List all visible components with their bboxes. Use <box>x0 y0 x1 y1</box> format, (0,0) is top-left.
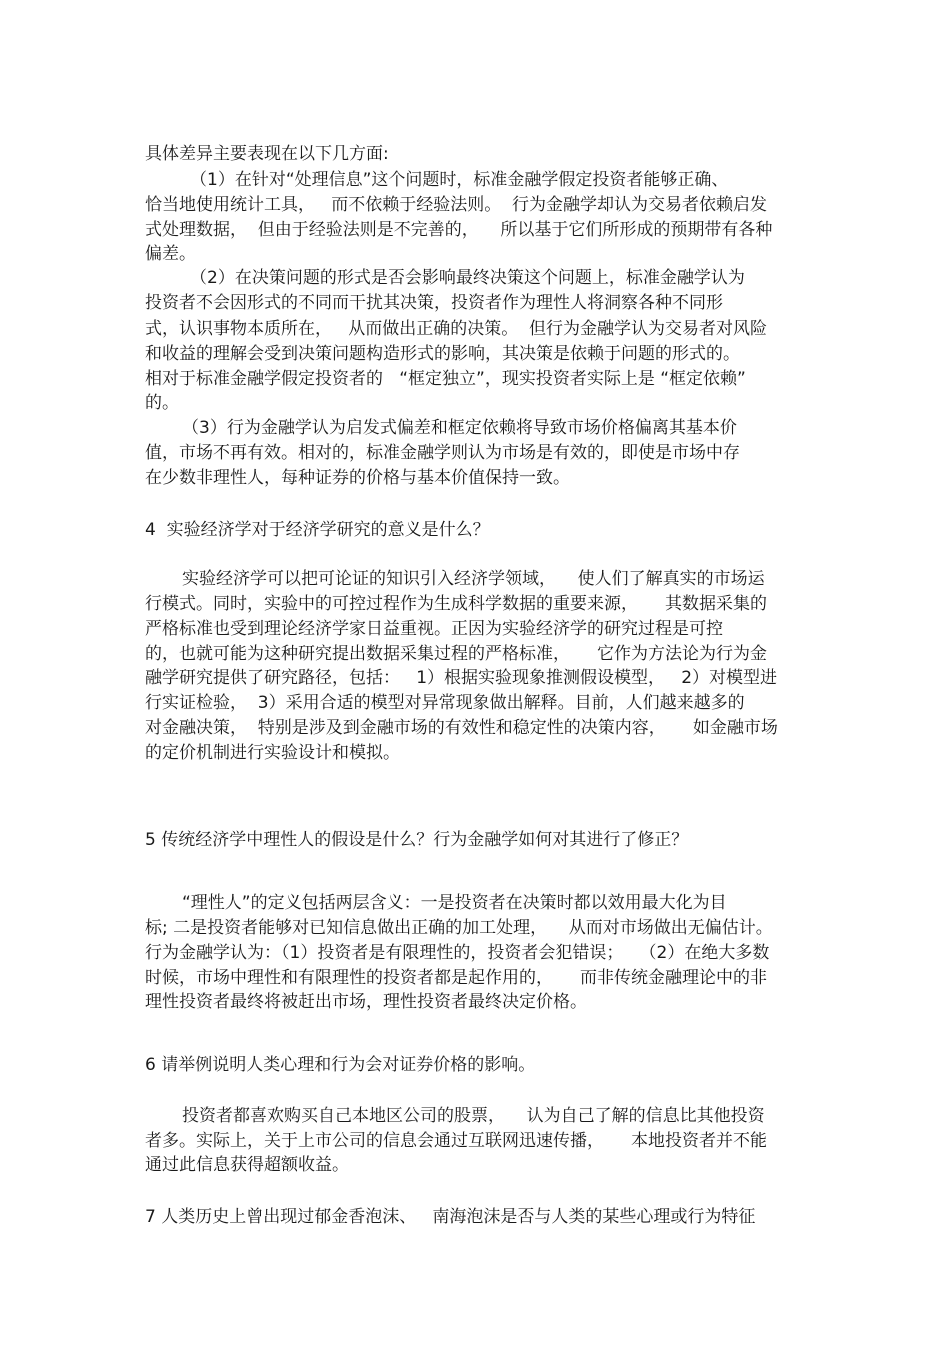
text-line: 行实证检验， 3）采用合适的模型对异常现象做出解释。目前，人们越来越多的 <box>145 693 745 713</box>
text-line: 时候，市场中理性和有限理性的投资者都是起作用的， 而非传统金融理论中的非 <box>145 968 768 988</box>
text-line: 者多。实际上，关于上市公司的信息会通过互联网迅速传播， 本地投资者并不能 <box>145 1131 768 1151</box>
text-line: 式处理数据， 但由于经验法则是不完善的， 所以基于它们所形成的预期带有各种 <box>145 220 773 240</box>
text-line: 通过此信息获得超额收益。 <box>145 1155 349 1175</box>
text-line: 和收益的理解会受到决策问题构造形式的影响，其决策是依赖于问题的形式的。 <box>145 344 740 364</box>
text-line: 投资者都喜欢购买自己本地区公司的股票， 认为自己了解的信息比其他投资 <box>182 1106 765 1126</box>
text-line: 投资者不会因形式的不同而干扰其决策，投资者作为理性人将洞察各种不同形 <box>145 293 723 313</box>
text-line: 实验经济学可以把可论证的知识引入经济学领域， 使人们了解真实的市场运 <box>182 569 765 589</box>
text-line: 严格标准也受到理论经济学家日益重视。正因为实验经济学的研究过程是可控 <box>145 619 723 639</box>
section-heading: 4 实验经济学对于经济学研究的意义是什么？ <box>145 520 490 540</box>
text-line: 具体差异主要表现在以下几方面: <box>145 144 389 164</box>
text-line: 的。 <box>145 393 179 413</box>
text-line: （1）在针对“处理信息”这个问题时，标准金融学假定投资者能够正确、 <box>190 170 729 190</box>
text-line: 的，也就可能为这种研究提出数据采集过程的严格标准， 它作为方法论为行为金 <box>145 644 768 664</box>
text-line: 对金融决策， 特别是涉及到金融市场的有效性和稳定性的决策内容， 如金融市场 <box>145 718 778 738</box>
text-line: 理性投资者最终将被赶出市场，理性投资者最终决定价格。 <box>145 992 587 1012</box>
text-line: 的定价机制进行实验设计和模拟。 <box>145 743 400 763</box>
text-line: 行模式。同时，实验中的可控过程作为生成科学数据的重要来源， 其数据采集的 <box>145 594 768 614</box>
text-line: （2）在决策问题的形式是否会影响最终决策这个问题上，标准金融学认为 <box>190 268 745 288</box>
text-line: 值，市场不再有效。相对的，标准金融学则认为市场是有效的，即使是市场中存 <box>145 443 740 463</box>
section-heading: 6 请举例说明人类心理和行为会对证券价格的影响。 <box>145 1055 536 1075</box>
section-heading: 7 人类历史上曾出现过郁金香泡沫、 南海泡沫是否与人类的某些心理或行为特征 <box>145 1207 756 1227</box>
section-heading: 5 传统经济学中理性人的假设是什么？行为金融学如何对其进行了修正？ <box>145 830 689 850</box>
text-line: “理性人”的定义包括两层含义：一是投资者在决策时都以效用最大化为目 <box>182 893 727 913</box>
text-line: 融学研究提供了研究路径，包括： 1）根据实验现象推测假设模型， 2）对模型进 <box>145 668 778 688</box>
text-line: 偏差。 <box>145 244 196 264</box>
text-line: 式，认识事物本质所在， 从而做出正确的决策。 但行为金融学认为交易者对风险 <box>145 319 768 339</box>
text-line: （3）行为金融学认为启发式偏差和框定依赖将导致市场价格偏离其基本价 <box>182 418 737 438</box>
text-line: 行为金融学认为：（1）投资者是有限理性的，投资者会犯错误； （2）在绝大多数 <box>145 943 770 963</box>
text-line: 在少数非理性人，每种证券的价格与基本价值保持一致。 <box>145 468 570 488</box>
text-line: 恰当地使用统计工具， 而不依赖于经验法则。 行为金融学却认为交易者依赖启发 <box>145 195 768 215</box>
text-line: 标; 二是投资者能够对已知信息做出正确的加工处理， 从而对市场做出无偏估计。 <box>145 918 773 938</box>
text-line: 相对于标准金融学假定投资者的 “框定独立”，现实投资者实际上是 “框定依赖” <box>145 369 746 389</box>
